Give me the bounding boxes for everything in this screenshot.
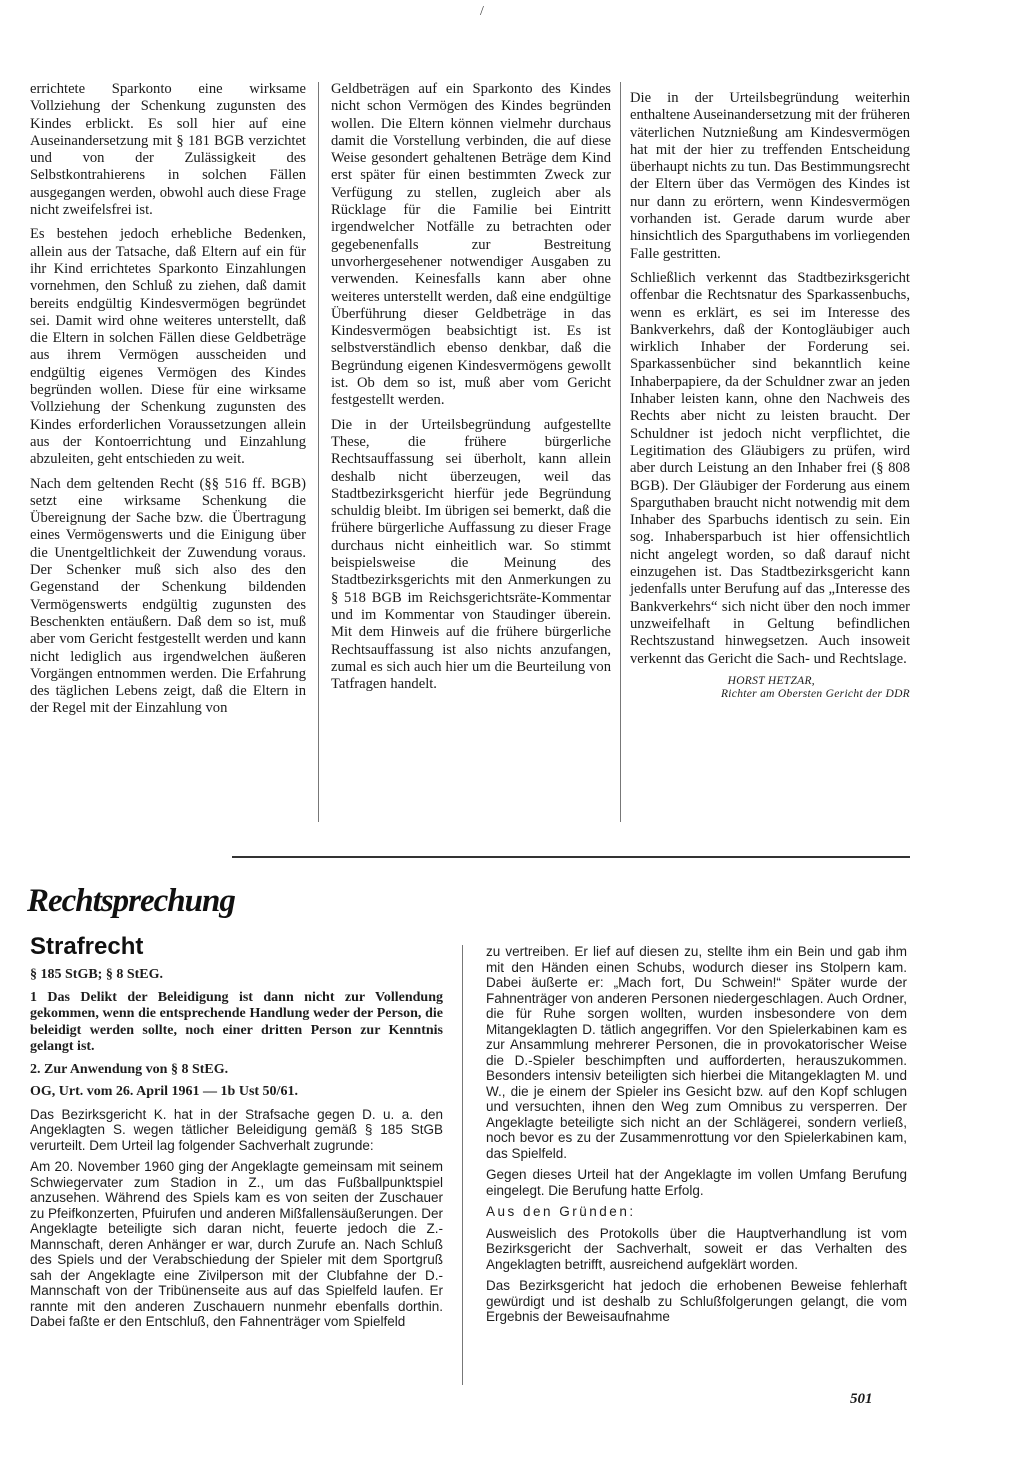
case-headnote-2: 2. Zur Anwendung von § 8 StEG. xyxy=(30,1061,229,1077)
author-name: HORST HETZAR, xyxy=(727,674,815,687)
paragraph: Die in der Urteilsbegründung weiterhin enthaltene Auseinandersetzung mit der früheren väterlichen Nutznießung am Kindesvermögen hat mit der hier zu treffenden Entscheidung überhaupt nichts zu tun. Das Bestimmungsrecht der Eltern über das Vermögen des Kindes ist nur dann zu erörtern, wenn Kindesvermögen vorhanden ist. Gerade darum wurde aber hinsichtlich des Sparguthabens im vorliegenden Falle gestritten. xyxy=(630,90,910,262)
page-number: 501 xyxy=(850,1391,873,1407)
paragraph: Es bestehen jedoch erhebliche Bedenken, allein aus der Tatsache, daß Eltern auf ein für ihr Kind errichtetes Sparkonto Einzahlungen vornehmen, den Schluß zu ziehen, daß damit bereits endgültig Kindesvermögen begründet sei. Damit wird ohne weiteres unterstellt, daß die Eltern in solchen Fällen diese Geldbeträge aus ihrem Vermögen ausscheiden und endgültig eigenes Vermögen des Kindes begründen wollen. Diese für eine wirksame Vollziehung der Schenkung zugunsten des Kindes erforderlichen Voraussetzungen allein aus der Kontoerrichtung und Einzahlung abzuleiten, geht entschieden zu weit. xyxy=(30,226,306,468)
paragraph: Die in der Urteilsbegründung aufgestellte These, die frühere bürgerliche Rechtsauffassung sei überholt, kann allein deshalb nicht überzeugen, weil das Stadtbezirksgericht hierfür jede Begründung schuldig bleibt. Im übrigen sei bemerkt, daß die frühere bürgerliche Auffassung zu dieser Frage durchaus nicht einheitlich war. So stimmt beispielsweise die Meinung des Stadtbezirksgerichts mit den Anmerkungen zu § 518 BGB im Reichsgerichtsräte-Kommentar und im Kommentar von Staudinger überein. Mit dem Hinweis auf die frühere bürgerliche Rechtsauffassung ist also nichts anzufangen, zumal es sich auch hier um die Beurteilung von Tatfragen handelt. xyxy=(331,416,611,693)
subsection-heading: Strafrecht xyxy=(30,933,144,960)
case-column-left xyxy=(30,967,443,1336)
paragraph: Das Bezirksgericht K. hat in der Strafsache gegen D. u. a. den Angeklagten S. wegen tätlicher Beleidigung gemäß § 185 StGB verurteilt. Dem Urteil lag folgender Sachverhalt zugrunde: xyxy=(30,1106,443,1153)
article-column-2 xyxy=(331,81,611,700)
scan-mark: / xyxy=(480,4,484,19)
article-column-3 xyxy=(630,90,910,701)
paragraph: Das Bezirksgericht hat jedoch die erhobenen Beweise fehlerhaft gewürdigt und ist deshalb zu Schlußfolgerungen gelangt, die vom Ergebnis der Beweisaufnahme xyxy=(486,1278,907,1324)
author-signature xyxy=(630,675,910,701)
paragraph: zu vertreiben. Er lief auf diesen zu, stellte ihm ein Bein und gab ihm mit den Händen einen Schubs, wodurch dieser ins Stolpern kam. Dabei äußerte er: „Mach fort, Du Schwein!“ Später wurde der Fahnenträger von anderen Personen niedergeschlagen. Auch Ordner, die für Ruhe sorgen wollten, wurden insbesondere von dem Mitangeklagten D. tätlich angegriffen. Vor den Spielerkabinen kam es zur Ansammlung mehrerer Personen, die in provokatorischer Weise die D.-Spieler beschimpften und aufforderten, herauszukommen. Besonders intensiv beteiligten sich hierbei die Mitangeklagten M. und W., die je einem der Spieler ins Gesicht bzw. auf den Kopf schlugen und versuchten, ihnen den Weg zum Omnibus zu versperren. Der Angeklagte beteiligte sich nicht an der Schlägerei, sondern verließ, noch bevor es zu der Zusammenrottung vor den Spielerkabinen kam, das Spielfeld. xyxy=(486,944,907,1161)
paragraph: Geldbeträgen auf ein Sparkonto des Kindes nicht schon Vermögen des Kindes begründen wollen. Die Eltern können vielmehr durchaus damit die Vorstellung verbinden, die auf diese Weise gesondert gehaltenen Beträge dem Kind erst später für einen bestimmten Zweck zur Verfügung zu stellen, zugleich aber als Rücklage für die Familie bei Eintritt irgendwelcher Notfälle zu betrachten oder gegebenenfalls zur Bestreitung unvorhergesehener notwendiger Ausgaben zu verwenden. Keinesfalls kann aber ohne weiteres unterstellt werden, daß eine endgültige Überführung dieser Geldbeträge in das Kindesvermögen beabsichtigt ist. Es ist selbstverständlich ebenso denkbar, daß die Begründung eigenen Kindesvermögens gewollt ist. Ob dem so ist, muß aber vom Gericht festgestellt werden. xyxy=(331,81,611,409)
paragraph: Schließlich verkennt das Stadtbezirksgericht offenbar die Rechtsnatur des Sparkassenbuchs, wenn es erklärt, es sei im Interesse des Bankverkehrs, daß der Kontogläubiger auch wirklich Inhaber der Forderung sei. Sparkassenbücher sind bekanntlich keine Inhaberpapiere, da der Schuldner zwar an jeden Inhaber leisten kann, ohne den Nachweis des Rechts aber nicht zu leisten braucht. Der Schuldner ist jedoch nicht verpflichtet, die Legitimation des Gläubigers zu prüfen, wird aber durch Leistung an den Inhaber frei (§ 808 BGB). Der Gläubiger der Forderung aus einem Sparguthaben braucht nicht notwendig mit dem Inhaber des Sparbuchs identisch zu sein. Ein sog. Inhabersparbuch ist hier offensichtlich nicht angelegt worden, so daß darauf nicht einzugehen ist. Das Stadtbezirksgericht kann jedenfalls unter Berufung auf das „Interesse des Bankverkehrs“ sich nicht über den noch immer unzweifelhaft in Geltung befindlichen Rechtszustand hinwegsetzen. Auch insoweit verkennt das Gericht die Sach- und Rechtslage. xyxy=(630,269,910,667)
article-column-1 xyxy=(30,81,306,725)
case-headnote-1: 1 Das Delikt der Beleidigung ist dann nicht zur Vollendung gekommen, wenn die entsprechende Handlung weder der Person, die beleidigt werden sollte, noch einer dritten Person zur Kenntnis gelangt ist. xyxy=(30,989,443,1054)
paragraph: Am 20. November 1960 ging der Angeklagte gemeinsam mit seinem Schwiegervater zum Stadion in Z., um das Fußballpunktspiel anzusehen. Während des Spiels kam es von seiten der Zuschauer zu Pfeifkonzerten, Pfuirufen und anderen Mißfallensäußerungen. Der Angeklagte beteiligte sich daran nicht, feuerte jedoch die Z.-Mannschaft, deren Anhänger er war, durch Zurufe an. Nach Schluß des Spiels und der Verabschiedung der Spieler mit dem Sportgruß sah der Angeklagte eine Zivilperson mit der Clubfahne der D.-Mannschaft von der Tribünenseite aus auf das Spielfeld laufen. Er rannte mit den anderen Zuschauern nunmehr ebenfalls dorthin. Dabei faßte er den Entschluß, den Fahnenträger vom Spielfeld xyxy=(30,1159,443,1329)
case-court-reference: OG, Urt. vom 26. April 1961 — 1b Ust 50/61. xyxy=(30,1084,298,1099)
section-heading: Rechtsprechung xyxy=(27,883,235,919)
reasons-heading: Aus den Gründen: xyxy=(486,1204,636,1219)
paragraph: errichtete Sparkonto eine wirksame Vollziehung der Schenkung zugunsten des Kindes erblickt. Es soll hier auf eine Auseinandersetzung mit § 181 BGB verzichtet und von der Zulässigkeit des Selbstkontrahierens in solchen Fällen ausgegangen werden, obwohl auch diese Frage nicht zweifelsfrei ist. xyxy=(30,81,306,219)
case-citation: § 185 StGB; § 8 StEG. xyxy=(30,967,164,982)
column-divider xyxy=(462,945,463,1385)
case-column-right xyxy=(486,944,907,1331)
paragraph: Nach dem geltenden Recht (§§ 516 ff. BGB) setzt eine wirksame Schenkung die Übereignung der Sache bzw. die Übertragung eines Vermögenswerts und die Einigung über die Unentgeltlichkeit der Zuwendung voraus. Der Schenker muß sich also des den Gegenstand der Schenkung bildenden Vermögenswerts endgültig zugunsten des Beschenkten entäußern. Daß dem so ist, muß aber vom Gericht festgestellt werden und kann nicht lediglich aus irgendwelchen äußeren Vorgängen entnommen werden. Die Erfahrung des täglichen Lebens zeigt, daß die Eltern in der Regel mit der Einzahlung von xyxy=(30,475,306,717)
paragraph: Ausweislich des Protokolls über die Hauptverhandlung ist vom Bezirksgericht der Sachverhalt, soweit er das Verhalten des Angeklagten betrifft, ausreichend aufgeklärt worden. xyxy=(486,1225,907,1272)
column-divider xyxy=(318,82,319,822)
paragraph: Gegen dieses Urteil hat der Angeklagte im vollen Umfang Berufung eingelegt. Die Berufung hatte Erfolg. xyxy=(486,1167,907,1198)
column-divider xyxy=(620,82,621,822)
section-divider xyxy=(232,856,910,858)
author-title: Richter am Obersten Gericht der DDR xyxy=(720,687,910,700)
